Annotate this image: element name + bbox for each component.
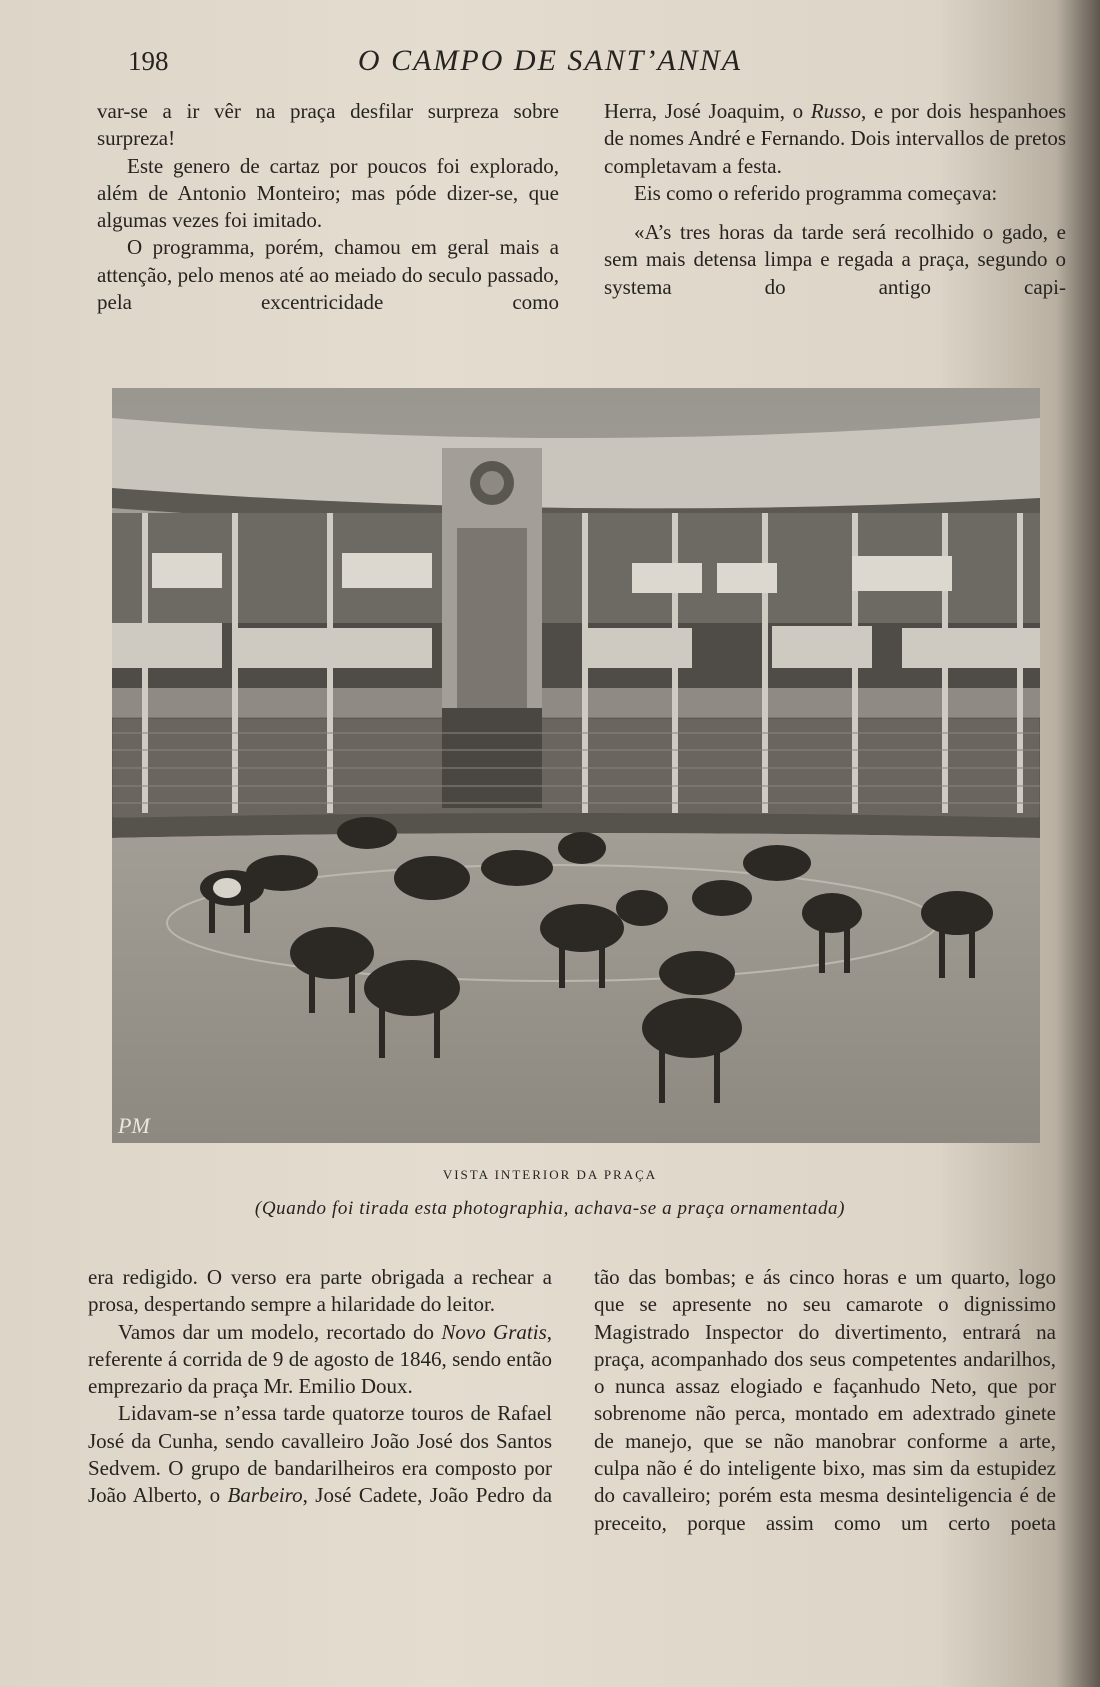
figure-caption-title: VISTA INTERIOR DA PRAÇA [442, 1167, 658, 1182]
paragraph: Eis como o referido programma começava: [634, 180, 998, 205]
text-run: Herra, José Joaquim, o [604, 99, 811, 123]
figure-caption-subtitle: (Quando foi tirada esta photographia, achava-se a praça ornamentada) [254, 1198, 846, 1219]
paragraph: Este genero de cartaz por poucos foi explorado, além de Antonio Monteiro; mas póde dizer-se, que algumas vezes foi imitado. [97, 153, 559, 233]
bullring-illustration [112, 388, 1040, 1143]
text-run: , e por dois hespanhoes de nomes André e Fernando. Dois intervallos de pretos completavam a festa. [604, 99, 1066, 178]
bullring-photograph [112, 388, 1040, 1143]
text-run: , referente á corrida de 9 de agosto de 1846, sendo então emprezario da praça Mr. Emilio Doux. [88, 1319, 552, 1399]
paragraph [88, 1400, 552, 1509]
text-run: Vamos dar um modelo, recortado do [118, 1319, 442, 1344]
quoted-paragraph: «A’s tres horas da tarde será recolhido o gado, e sem mais detensa limpa e regada a praça, segundo o systema do antigo capi- [604, 220, 1066, 299]
running-title: O CAMPO DE SANT’ANNA [357, 44, 743, 77]
italic-name: Russo [810, 99, 861, 123]
text-run: , José Cadete, João Pedro da [302, 1483, 553, 1508]
top-left-column [97, 98, 559, 316]
top-right-column [604, 98, 1066, 301]
paragraph: tão das bombas; e ás cinco horas e um quarto, logo que se apresente no seu camarote o dignissimo Magistrado Inspector do divertimento, entrará na praça, acompanhado dos seus competentes andarilhos, o nunca assaz elogiado e façanhudo Neto, que por sobrenome não perca, montado em adextrado ginete de manejo, que se não manobrar conforme a arte, culpa não é do inteligente bixo, mas sim da estupidez do cavalleiro; porém esta mesma desinteligencia é de preceito, porque assim como um certo poeta [594, 1265, 1056, 1535]
bottom-left-column [88, 1264, 552, 1510]
page-header [0, 40, 1100, 80]
paragraph: era redigido. O verso era parte obrigada a rechear a prosa, despertando sempre a hilaridade do leitor. [88, 1265, 552, 1317]
paragraph [88, 1319, 552, 1401]
text-run: Lidavam-se n’essa tarde quatorze touros de Rafael José da Cunha, sendo cavalleiro João José dos Santos Sedvem. O grupo de bandarilheiros era composto por João Alberto, o [88, 1401, 552, 1508]
paragraph [604, 98, 1066, 180]
photo-monogram: PM [118, 1113, 150, 1138]
bottom-right-column [594, 1264, 1056, 1537]
italic-name: Barbeiro [227, 1483, 303, 1508]
italic-title: Novo Gratis [441, 1319, 547, 1344]
paragraph: var-se a ir vêr na praça desfilar surpreza sobre surpreza! [97, 99, 559, 151]
page-number: 198 [128, 46, 169, 76]
paragraph: O programma, porém, chamou em geral mais a attenção, pelo menos até ao meiado do seculo passado, pela excentricidade como [97, 235, 559, 315]
